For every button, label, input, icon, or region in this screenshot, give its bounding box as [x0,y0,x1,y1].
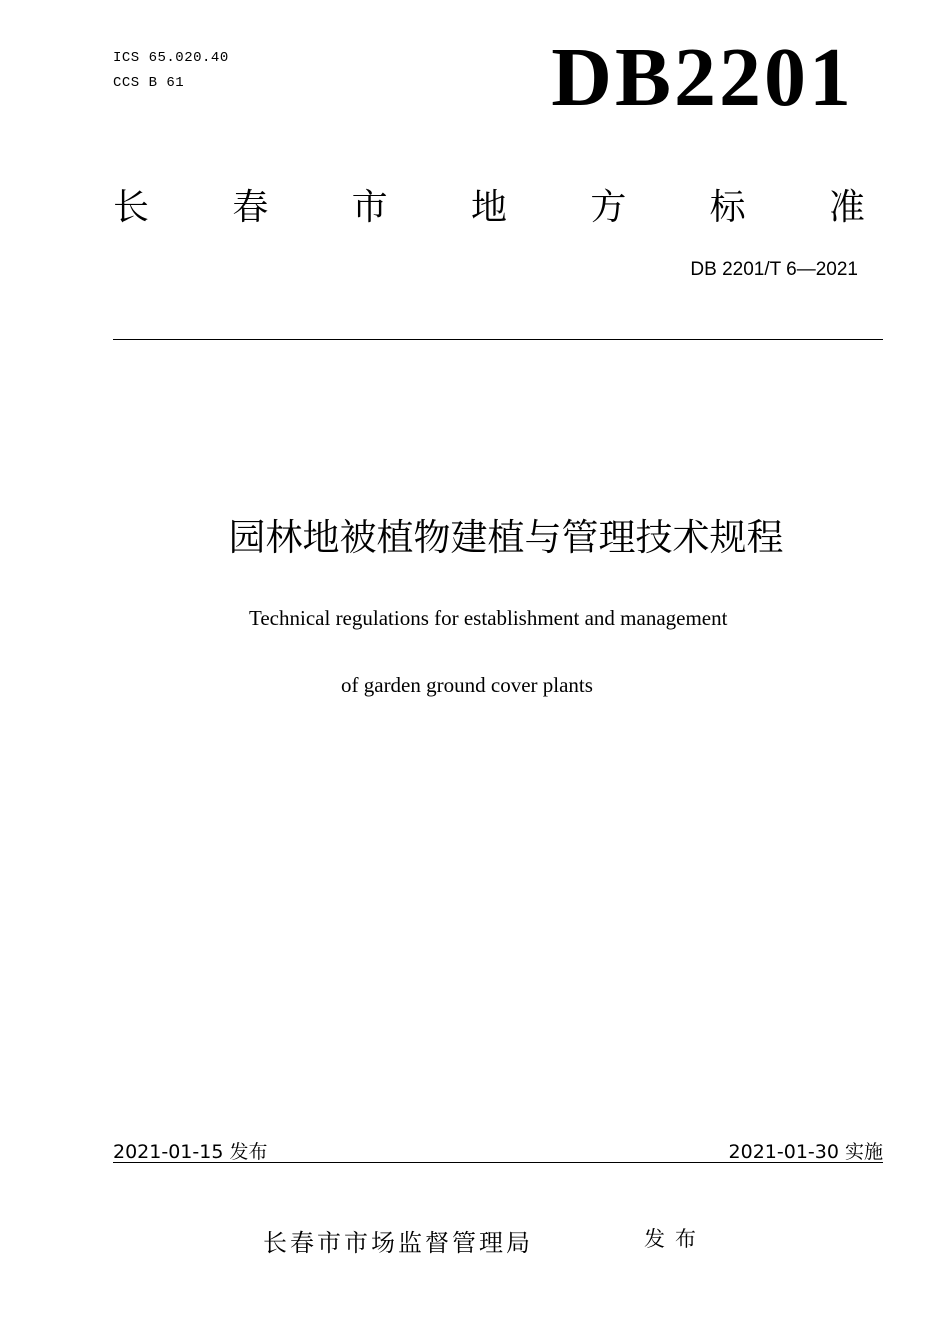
standard-type-char: 长 [113,187,150,228]
standard-type-char: 市 [351,187,388,228]
document-title-english-line-2: of garden ground cover plants [341,673,593,697]
standard-code-large: DB2201 [551,31,854,124]
document-title-chinese: 园林地被植物建植与管理技术规程 [228,516,784,559]
standard-number: DB 2201/T 6—2021 [690,259,858,280]
standard-type-char: 方 [590,187,627,228]
standard-type-char: 标 [709,187,746,228]
issue-date: 2021-01-15 发布 [113,1141,268,1163]
ics-code: ICS 65.020.40 [113,50,229,66]
standard-type-char: 地 [470,187,507,228]
issuing-authority: 长春市市场监督管理局 [263,1229,533,1257]
standard-type-char: 春 [232,187,269,228]
ccs-code: CCS B 61 [113,75,185,91]
standard-type-char: 准 [828,187,865,228]
issuing-action: 发布 [644,1227,706,1251]
standard-type-heading [113,188,865,228]
document-title-english-line-1: Technical regulations for establishment and management [249,606,728,630]
bottom-divider [113,1162,883,1163]
implementation-date: 2021-01-30 实施 [728,1141,883,1163]
top-divider [113,339,883,340]
